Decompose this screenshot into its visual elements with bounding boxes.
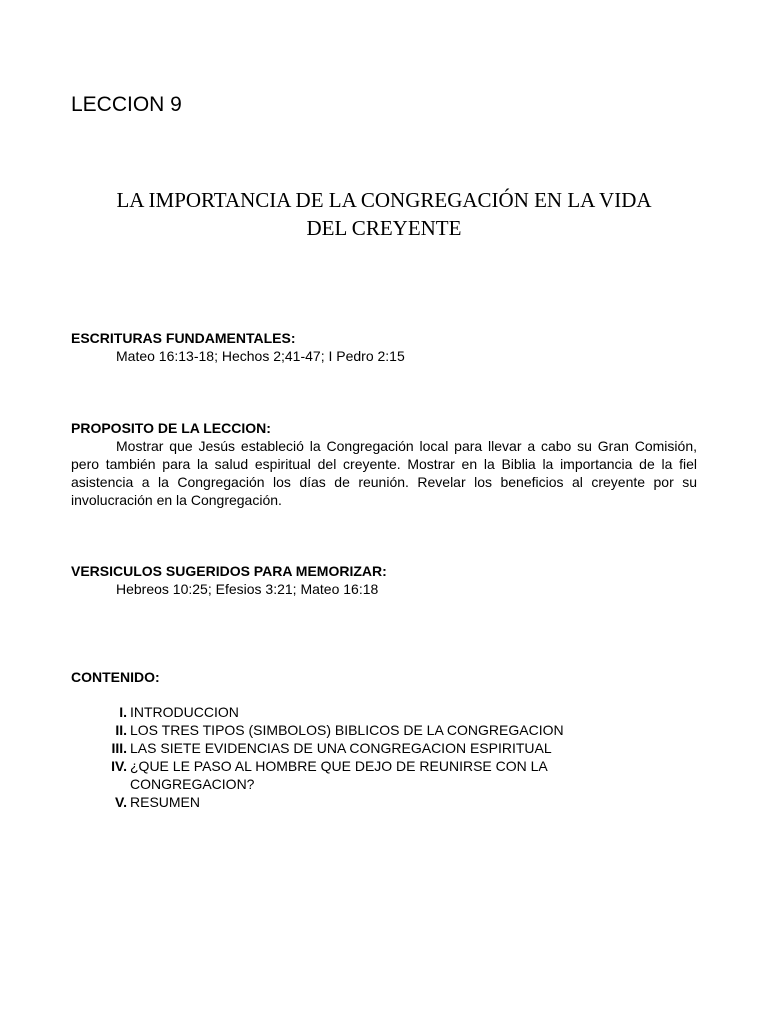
list-item-text: LOS TRES TIPOS (SIMBOLOS) BIBLICOS DE LA CONGREGACION: [130, 722, 564, 738]
contents-heading: CONTENIDO:: [71, 669, 160, 685]
list-item: [100, 739, 620, 757]
memory-verses-text: Hebreos 10:25; Efesios 3:21; Mateo 16:18: [116, 581, 379, 597]
list-item-numeral: IV.: [111, 758, 127, 774]
title-line-1: LA IMPORTANCIA DE LA CONGREGACIÓN EN LA VIDA: [116, 188, 652, 212]
list-item-numeral: II.: [115, 722, 127, 738]
list-item-numeral: I.: [119, 704, 127, 720]
page-title: [72, 186, 696, 242]
title-line-2: DEL CREYENTE: [306, 216, 462, 240]
memory-verses-heading: VERSICULOS SUGERIDOS PARA MEMORIZAR:: [71, 563, 387, 579]
memory-verses-section: [71, 562, 697, 598]
list-item: [100, 793, 620, 811]
list-item: [100, 757, 620, 793]
list-item-numeral: III.: [111, 740, 127, 756]
list-item-text: RESUMEN: [130, 794, 201, 810]
purpose-heading: PROPOSITO DE LA LECCION:: [71, 420, 271, 436]
contents-section: [71, 668, 697, 686]
list-item-text: ¿QUE LE PASO AL HOMBRE QUE DEJO DE REUNIRSE CON LA CONGREGACION?: [130, 758, 547, 792]
list-item-text: INTRODUCCION: [130, 704, 239, 720]
list-item-text: LAS SIETE EVIDENCIAS DE UNA CONGREGACION ESPIRITUAL: [130, 740, 552, 756]
list-item: [100, 721, 620, 739]
scriptures-heading: ESCRITURAS FUNDAMENTALES:: [71, 330, 296, 346]
purpose-text: Mostrar que Jesús estableció la Congregación local para llevar a cabo su Gran Comisión, pero también para la salud espiritual del creyente. Mostrar en la Biblia la importancia de la fiel asistencia a la Congregación los días de reunión. Revelar los beneficios al creyente por su involucración en la Congregación.: [71, 438, 697, 508]
list-item-numeral: V.: [115, 794, 127, 810]
lesson-number: LECCION 9: [71, 93, 182, 116]
scriptures-text: Mateo 16:13-18; Hechos 2;41-47; I Pedro 2:15: [116, 348, 405, 364]
list-item: [100, 703, 620, 721]
scriptures-section: [71, 329, 697, 365]
contents-list: [100, 703, 620, 811]
purpose-section: [71, 419, 697, 509]
